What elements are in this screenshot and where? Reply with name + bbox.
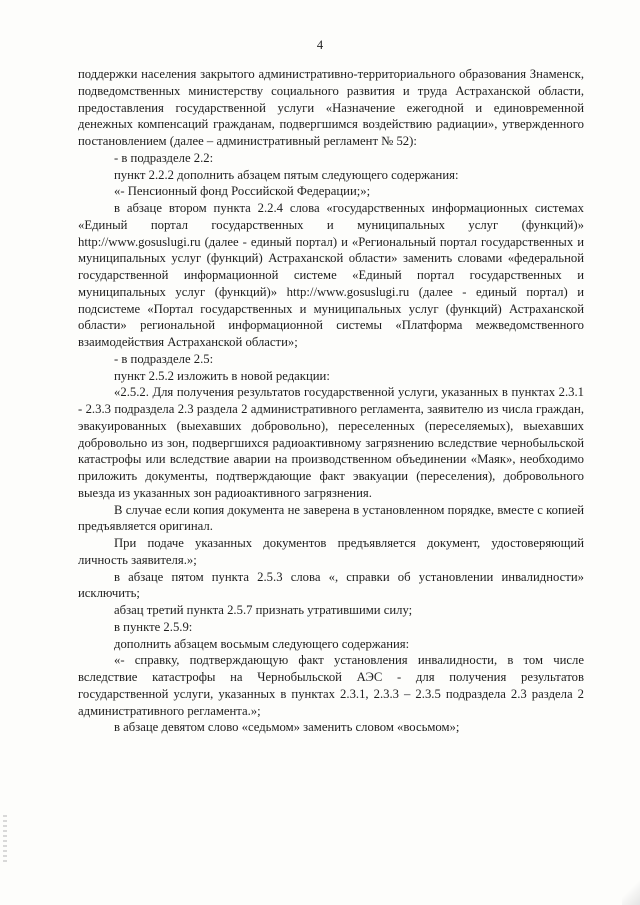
paragraph-12: абзац третий пункта 2.5.7 признать утратившими силу; (114, 603, 413, 617)
paragraph-4: «- Пенсионный фонд Российской Федерации;»; (114, 184, 371, 199)
paragraph-15: «- справку, подтверждающую факт установления инвалидности, в том числе вследствие катастрофы на Чернобыльской АЭС - для получения результатов государственной услуги, указанных в пунктах 2.3.1, 2.3.3 – 2.3.5 подраздела 2.3 раздела 2 административного регламента.»; (78, 653, 584, 718)
paragraph-9: В случае если копия документа не заверена в установленном порядке, вместе с копией предъявляется оригинал. (78, 502, 584, 534)
paragraph-7: пункт 2.5.2 изложить в новой редакции: (114, 368, 330, 383)
scan-edge-artifact (3, 815, 7, 863)
paragraph-3: пункт 2.2.2 дополнить абзацем пятым следующего содержания: (114, 167, 459, 182)
document-body (78, 66, 584, 736)
paragraph-11: в абзаце пятом пункта 2.5.3 слова «, справки об установлении инвалидности» исключить; (78, 569, 584, 601)
page-number: 4 (316, 38, 324, 52)
paragraph-1: поддержки населения закрытого административно-территориального образования Знаменск, подведомственных министерству социального развития и труда Астраханской области, предоставления государственной услуги «Назначение ежегодной и единовременной денежных компенсаций гражданам, подвергшимся воздействию радиации», утвержденного постановлением (далее – административный регламент № 52): (78, 67, 584, 148)
paragraph-14: дополнить абзацем восьмым следующего содержания: (114, 636, 410, 651)
scan-corner-shadow (622, 865, 640, 905)
paragraph-8: «2.5.2. Для получения результатов государственной услуги, указанных в пунктах 2.3.1 - 2.3.3 подраздела 2.3 раздела 2 административного регламента, заявителю из числа граждан, эвакуированных (выехавших добровольно), переселенных (переселяемых), выехавших добровольно из зон, подвергшихся радиоактивному загрязнению вследствие чернобыльской катастрофы или вследствие аварии на производственном объединении «Маяк», необходимо приложить документы, подтверждающие факт эвакуации (переселения), добровольного выезда из указанных зон радиоактивного загрязнения. (78, 385, 584, 500)
paragraph-6: - в подразделе 2.5: (114, 351, 214, 366)
paragraph-16: в абзаце девятом слово «седьмом» заменить словом «восьмом»; (114, 720, 460, 735)
paragraph-5: в абзаце втором пункта 2.2.4 слова «государственных информационных системах «Единый портал государственных и муниципальных услуг (функций)» http://www.gosuslugi.ru (далее - единый портал) и «Региональный портал государственных и муниципальных услуг (функций) Астраханской области» заменить словами «федеральной государственной информационной системе «Единый портал государственных и муниципальных услуг (функций)» http://www.gosuslugi.ru (далее - единый портал) и подсистеме «Портал государственных и муниципальных услуг (функций) Астраханской области» региональной информационной системы «Платформа межведомственного взаимодействия Астраханской области»; (78, 201, 584, 349)
paragraph-13: в пункте 2.5.9: (114, 619, 193, 634)
paragraph-10: При подаче указанных документов предъявляется документ, удостоверяющий личность заявителя.»; (78, 536, 584, 567)
paragraph-2: - в подразделе 2.2: (114, 150, 214, 165)
